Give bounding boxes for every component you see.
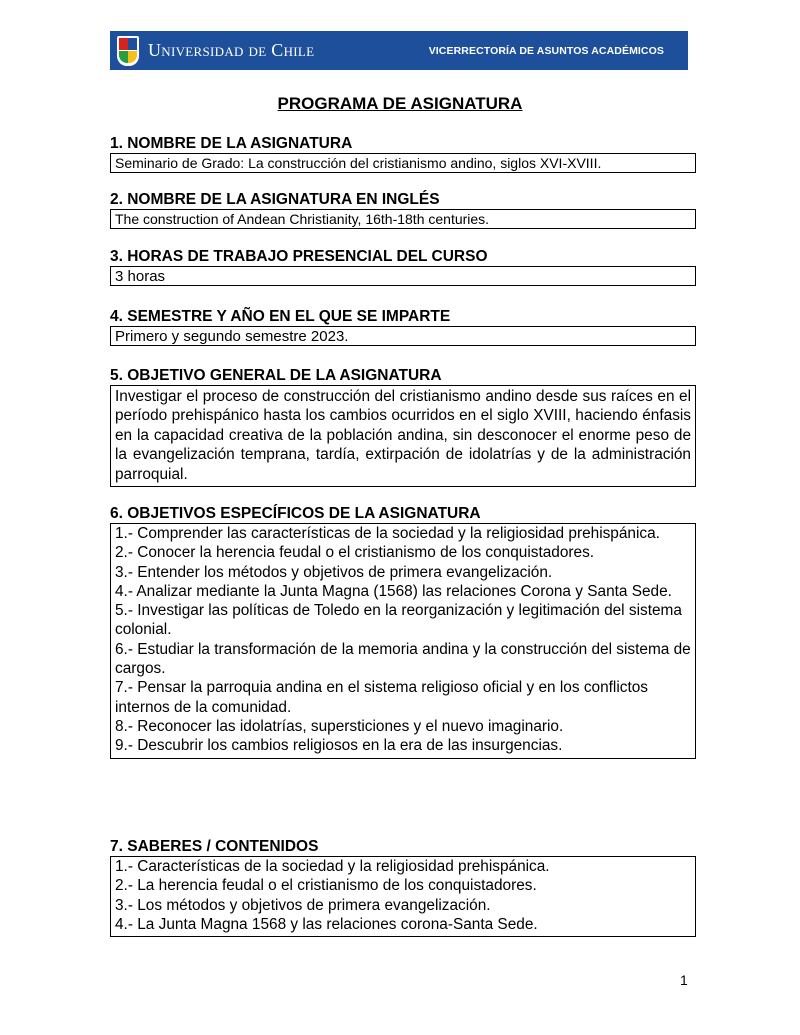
section-course-name-english <box>110 190 696 229</box>
objectives-list <box>110 523 696 759</box>
section-heading: 6. OBJETIVOS ESPECÍFICOS DE LA ASIGNATURA <box>110 505 481 522</box>
section-semester <box>110 307 696 346</box>
list-item: 6.- Estudiar la transformación de la memoria andina y la construcción del sistema de cargos. <box>115 640 691 678</box>
section-content: The construction of Andean Christianity, 16th-18th centuries. <box>110 209 696 229</box>
section-contents <box>110 837 696 937</box>
list-item: 4.- La Junta Magna 1568 y las relaciones corona-Santa Sede. <box>115 915 538 933</box>
section-heading: 5. OBJETIVO GENERAL DE LA ASIGNATURA <box>110 367 442 384</box>
section-content: Seminario de Grado: La construcción del cristianismo andino, siglos XVI-XVIII. <box>110 153 696 173</box>
section-content: Investigar el proceso de construcción del cristianismo andino desde sus raíces en el período prehispánico hasta los cambios ocurridos en el siglo XVIII, haciendo énfasis en la capacidad creativa de la población andina, sin desconocer el enorme peso de la evangelización temprana, tardía, extirpación de idolatrías y de la administración parroquial. <box>110 385 696 487</box>
list-item: 3.- Entender los métodos y objetivos de primera evangelización. <box>115 563 553 581</box>
section-heading: 1. NOMBRE DE LA ASIGNATURA <box>110 135 353 152</box>
list-item: 2.- La herencia feudal o el cristianismo de los conquistadores. <box>115 877 537 895</box>
section-heading: 3. HORAS DE TRABAJO PRESENCIAL DEL CURSO <box>110 248 488 265</box>
university-name: Universidad de Chile <box>148 40 315 60</box>
list-item: 3.- Los métodos y objetivos de primera evangelización. <box>115 896 491 914</box>
section-specific-objectives <box>110 504 696 759</box>
list-item: 1.- Comprender las características de la sociedad y la religiosidad prehispánica. <box>115 525 660 542</box>
contents-list <box>110 856 696 937</box>
section-course-name <box>110 134 696 173</box>
university-crest-icon <box>117 36 139 66</box>
section-general-objective <box>110 366 696 487</box>
section-hours <box>110 247 696 286</box>
section-heading: 2. NOMBRE DE LA ASIGNATURA EN INGLÉS <box>110 191 440 208</box>
list-item: 4.- Analizar mediante la Junta Magna (1568) las relaciones Corona y Santa Sede. <box>115 582 672 600</box>
list-item: 5.- Investigar las políticas de Toledo en la reorganización y legitimación del sistema colonial. <box>115 602 682 639</box>
section-content: 3 horas <box>110 266 696 286</box>
page-number: 1 <box>680 972 688 988</box>
header-banner <box>110 31 688 70</box>
list-item: 1.- Características de la sociedad y la religiosidad prehispánica. <box>115 858 550 875</box>
section-heading: 4. SEMESTRE Y AÑO EN EL QUE SE IMPARTE <box>110 308 451 325</box>
list-item: 7.- Pensar la parroquia andina en el sistema religioso oficial y en los conflictos internos de la comunidad. <box>115 679 648 716</box>
office-name: VICERRECTORÍA DE ASUNTOS ACADÉMICOS <box>428 44 664 57</box>
list-item: 9.- Descubrir los cambios religiosos en la era de las insurgencias. <box>115 737 563 755</box>
section-content: Primero y segundo semestre 2023. <box>110 326 696 346</box>
section-heading: 7. SABERES / CONTENIDOS <box>110 838 319 855</box>
list-item: 2.- Conocer la herencia feudal o el cristianismo de los conquistadores. <box>115 544 595 562</box>
page-title: PROGRAMA DE ASIGNATURA <box>277 94 523 113</box>
list-item: 8.- Reconocer las idolatrías, supersticiones y el nuevo imaginario. <box>115 717 564 735</box>
